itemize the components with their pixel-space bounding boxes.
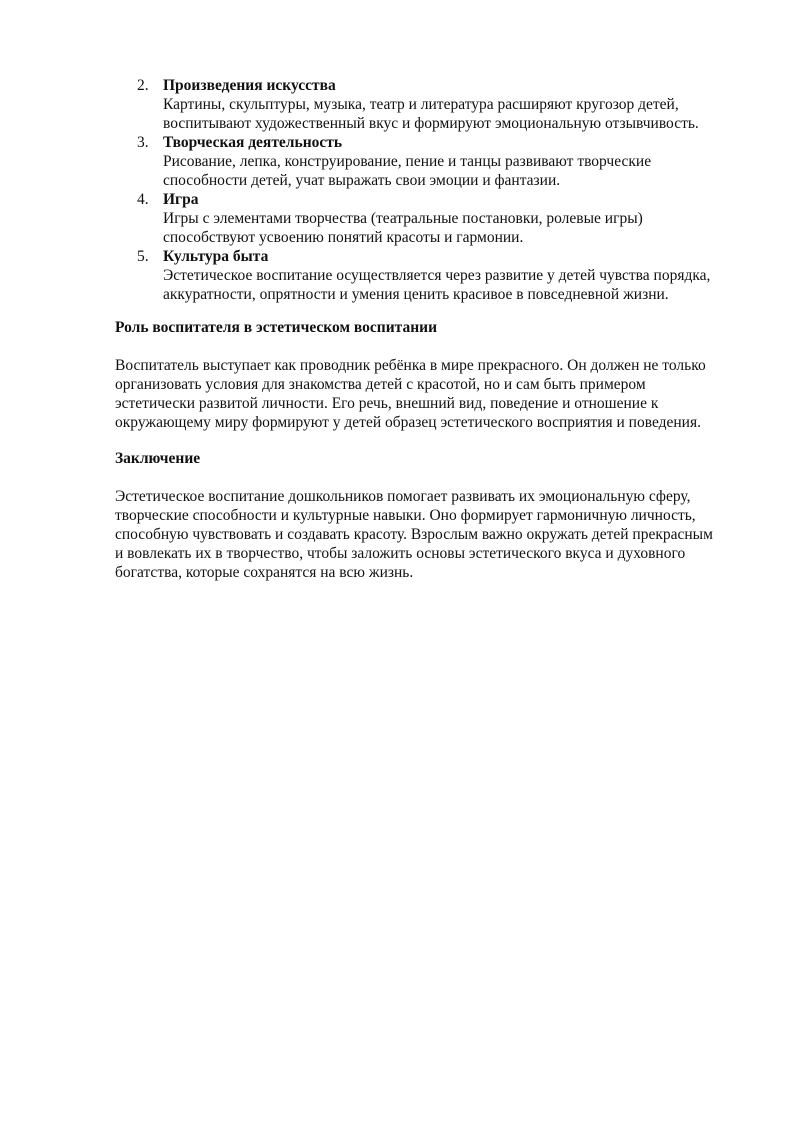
list-item-text-line: аккуратности, опрятности и умения ценить красивое в повседневной жизни. [163,286,669,303]
paragraph-line: эстетически развитой личности. Его речь, внешний вид, поведение и отношение к [115,395,659,412]
list-item-text-line: Эстетическое воспитание осуществляется через развитие у детей чувства порядка, [163,267,711,284]
paragraph-line: окружающему миру формируют у детей образец эстетического восприятия и поведения. [115,414,701,431]
list-item-number: 5. [137,248,149,265]
list-item-title: Культура быта [163,248,269,265]
list-item-text-line: способности детей, учат выражать свои эмоции и фантазии. [163,172,561,189]
list-item [137,247,747,304]
list-item-body [163,76,747,133]
list-item-body [163,190,747,247]
list-item-title: Произведения искусства [163,77,336,94]
numbered-list [137,76,747,304]
paragraph-line: организовать условия для знакомства детей с красотой, но и сам быть примером [115,376,646,393]
list-item [137,76,747,133]
list-item-text-line: воспитывают художественный вкус и формируют эмоциональную отзывчивость. [163,115,699,132]
list-item-text-line: Рисование, лепка, конструирование, пение и танцы развивают творческие [163,153,652,170]
list-item-title: Игра [163,191,199,208]
list-item-number: 3. [137,134,149,151]
list-item-body [163,247,747,304]
list-item-text-line: Картины, скульптуры, музыка, театр и литература расширяют кругозор детей, [163,96,679,113]
paragraph-role [115,356,745,432]
paragraph-line: и вовлекать их в творчество, чтобы заложить основы эстетического вкуса и духовного [115,545,686,562]
section-heading-conclusion: Заключение [115,450,201,467]
list-item-body [163,133,747,190]
list-item-text-line: Игры с элементами творчества (театральные постановки, ролевые игры) [163,210,643,227]
list-item-number: 4. [137,191,149,208]
list-item-title: Творческая деятельность [163,134,343,151]
paragraph-line: богатства, которые сохранятся на всю жизнь. [115,564,414,581]
paragraph-line: способную чувствовать и создавать красоту. Взрослым важно окружать детей прекрасным [115,526,713,543]
list-item-text-line: способствуют усвоению понятий красоты и гармонии. [163,229,524,246]
paragraph-line: творческие способности и культурные навыки. Оно формирует гармоничную личность, [115,507,696,524]
paragraph-line: Эстетическое воспитание дошкольников помогает развивать их эмоциональную сферу, [115,488,691,505]
list-item [137,133,747,190]
list-item [137,190,747,247]
paragraph-conclusion [115,487,745,582]
paragraph-line: Воспитатель выступает как проводник ребёнка в мире прекрасного. Он должен не только [115,357,706,374]
list-item-number: 2. [137,77,149,94]
section-heading-role: Роль воспитателя в эстетическом воспитании [115,319,438,336]
